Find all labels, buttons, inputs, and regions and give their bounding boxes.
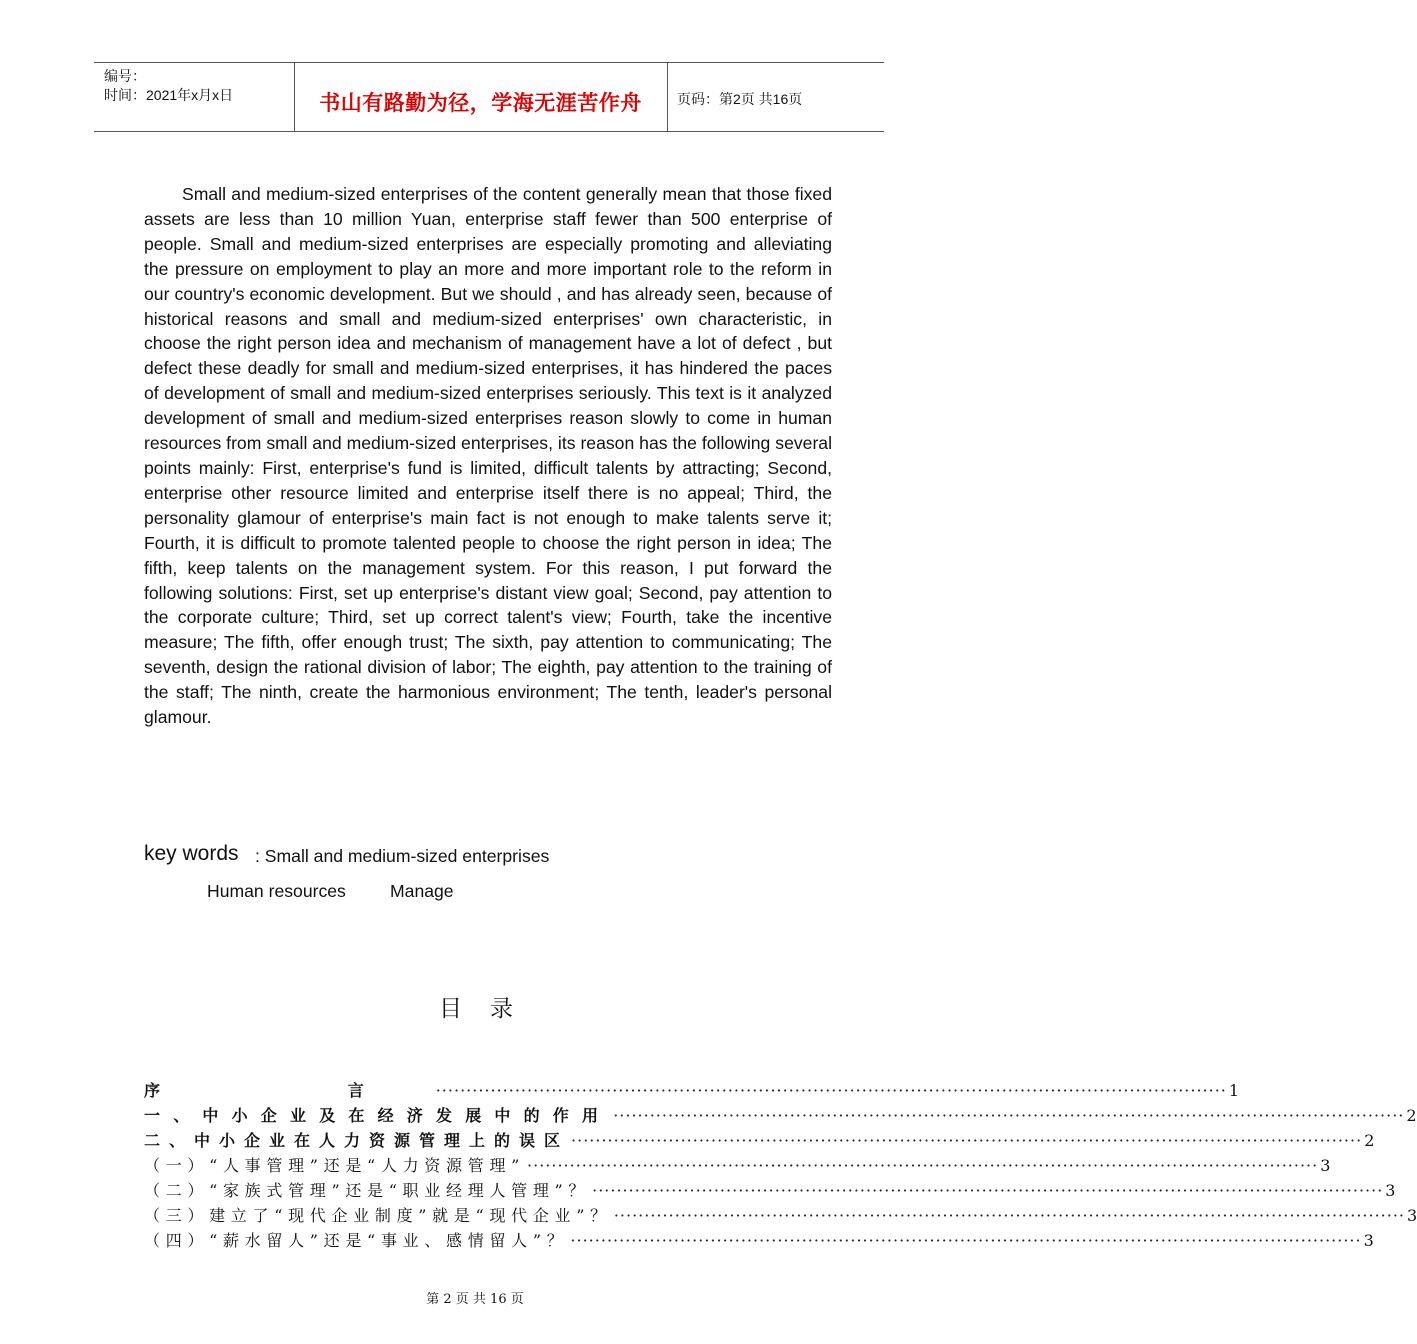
toc-entry[interactable]: [144, 1153, 1331, 1177]
header-info-cell: [94, 63, 295, 131]
toc-page-number: 2: [1406, 1106, 1417, 1125]
header-page-cell: [667, 63, 884, 131]
toc-page-number: 2: [1364, 1131, 1375, 1150]
page-footer: 第 2 页 共 16 页: [426, 1292, 524, 1307]
toc-leader: ··································································································································: [570, 1231, 1362, 1250]
toc-page-number: 1: [1228, 1081, 1240, 1100]
document-time-label: 时间：2021年x月x日: [104, 87, 234, 103]
toc-entry-text: 序 言: [144, 1081, 376, 1100]
header-page-number: 页码：第2页 共16页: [677, 91, 803, 107]
toc-entry-text: 一、中小企业及在经济发展中的作用: [144, 1106, 612, 1125]
toc-page-number: 3: [1385, 1181, 1396, 1200]
toc-entry[interactable]: [144, 1128, 1375, 1152]
toc-page-number: 3: [1363, 1231, 1374, 1250]
toc-leader: ··································································································································: [613, 1206, 1405, 1225]
header-motto: 书山有路勤为径，学海无涯苦作舟: [319, 91, 642, 115]
toc-entry[interactable]: [144, 1203, 1417, 1227]
keywords-label: key words: [144, 842, 239, 865]
header-motto-cell: [294, 63, 668, 131]
abstract-paragraph: Small and medium-sized enterprises of the content generally mean that those fixed assets are less than 10 million Yuan, enterprise staff fewer than 500 enterprise of people. Small and medium-sized enterprises are especially promoting and alleviating the pressure on employment to play an more and more important role to the reform in our country's economic development. But we should , and has already seen, because of historical reasons and small and medium-sized enterprises' own characteristic, in choose the right person idea and mechanism of management have a lot of defect , but defect these deadly for small and medium-sized enterprises, it has hindered the paces of development of small and medium-sized enterprises seriously. This text is it analyzed development of small and medium-sized enterprises reason slowly to come in human resources from small and medium-sized enterprises, its reason has the following several points mainly: First, enterprise's fund is limited, difficult talents by attracting; Second, enterprise other resource limited and enterprise itself there is no appeal; Third, the personality glamour of enterprise's main fact is not enough to make talents serve it; Fourth, it is difficult to promote talented people to choose the right person in idea; The fifth, keep talents on the management system. For this reason, I put forward the following solutions: First, set up enterprise's distant view goal; Second, pay attention to the corporate culture; Third, set up correct talent's view; Fourth, take the incentive measure; The fifth, offer enough trust; The sixth, pay attention to communicating; The seventh, design the rational division of labor; The eighth, pay attention to the training of the staff; The ninth, create the harmonious environment; The tenth, leader's personal glamour.: [144, 184, 832, 728]
toc-entry-text: （四）“薪水留人”还是“事业、感情留人”？: [144, 1231, 569, 1250]
keyword-item: Human resources: [207, 881, 346, 901]
toc-entry-text: 二、中小企业在人力资源管理上的误区: [144, 1131, 570, 1150]
toc-title: 目录: [439, 996, 541, 1022]
toc-entry[interactable]: [144, 1103, 1417, 1127]
keyword-item: Manage: [390, 881, 454, 901]
toc-leader: ··································································································································: [571, 1131, 1363, 1150]
toc-entry-text: （一）“人事管理”还是“人力资源管理”: [144, 1156, 526, 1175]
page-header: [94, 62, 884, 132]
toc-leader: ··································································································································: [527, 1156, 1319, 1175]
toc-entry-text: （三）建立了“现代企业制度”就是“现代企业”？: [144, 1206, 612, 1225]
toc-leader: ··································································································································: [592, 1181, 1384, 1200]
toc-page-number: 3: [1320, 1156, 1331, 1175]
toc-leader: ··································································································································: [435, 1081, 1227, 1100]
toc-entry[interactable]: [144, 1178, 1396, 1202]
toc-entry-text: （二）“家族式管理”还是“职业经理人管理”？: [144, 1181, 591, 1200]
toc-entry[interactable]: [144, 1078, 1240, 1102]
document-number-label: 编号：: [104, 68, 146, 84]
keyword-item: : Small and medium-sized enterprises: [255, 846, 550, 866]
toc-entry[interactable]: [144, 1228, 1374, 1252]
toc-leader: ··································································································································: [613, 1106, 1405, 1125]
toc-page-number: 3: [1407, 1206, 1417, 1225]
